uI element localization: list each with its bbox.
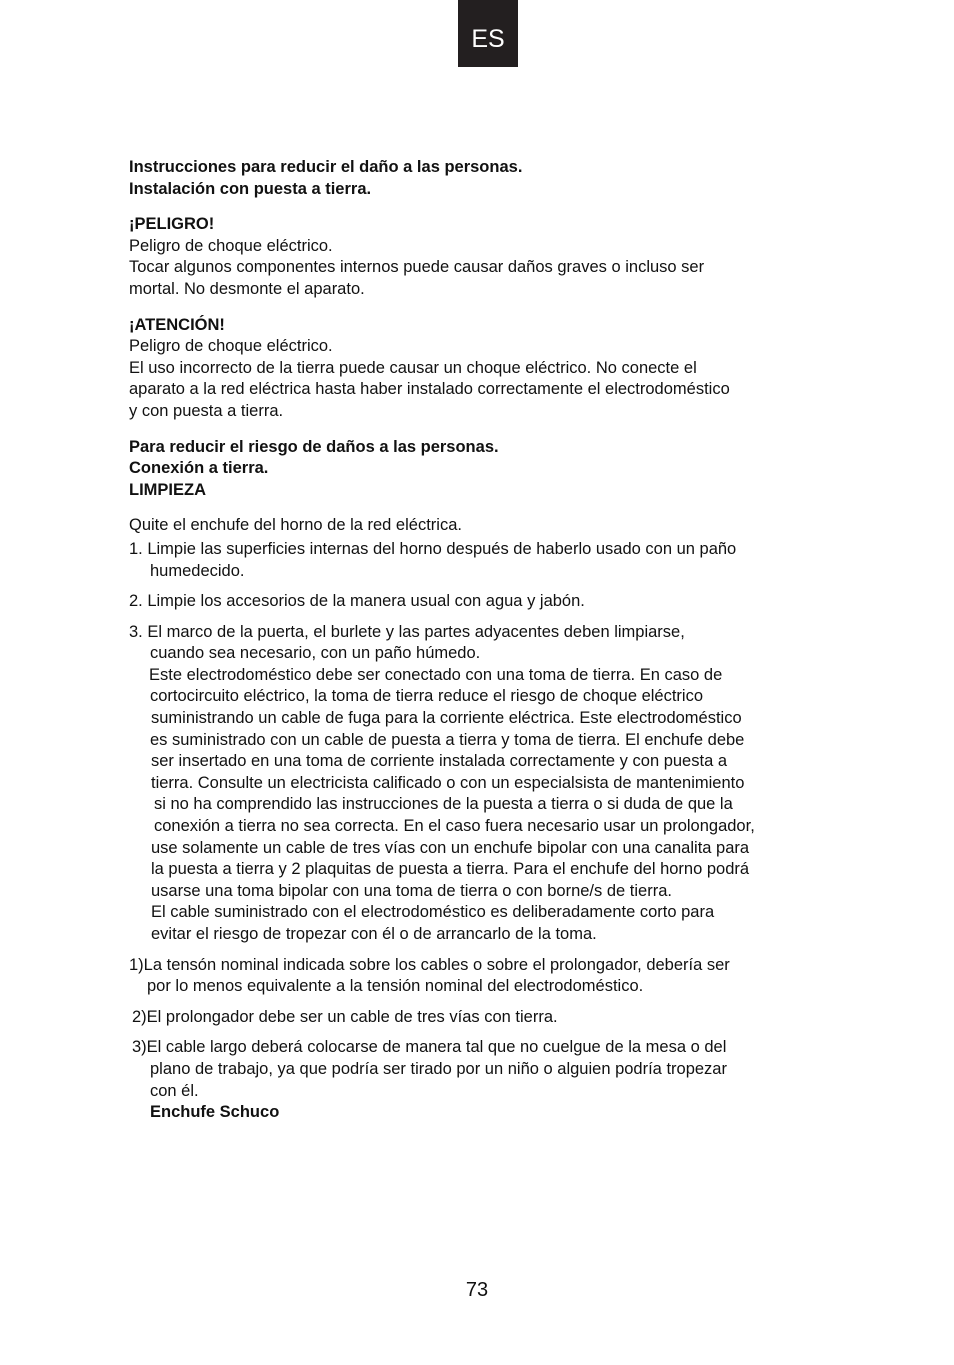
grounding-line: suministrando un cable de fuga para la corriente eléctrica. Este electrodoméstico [151,709,742,728]
step-line: cuando sea necesario, con un paño húmedo. [150,644,481,663]
danger-line: Peligro de choque eléctrico. [129,236,333,255]
grounding-line: ser insertado en una toma de corriente instalada correctamente y con puesta a [151,752,728,771]
attention-line: El uso incorrecto de la tierra puede causar un choque eléctrico. No conecte el [129,358,697,377]
step-line: 2. Limpie los accesorios de la manera usual con agua y jabón. [129,592,585,611]
note-item [129,1037,849,1123]
language-tab: ES [458,0,518,67]
grounding-line: la puesta a tierra y 2 plaquitas de puesta a tierra. Para el enchufe del horno podrá [151,860,750,879]
step-line: 1. Limpie las superficies internas del horno después de haberlo usado con un paño [129,539,737,558]
document-body [129,157,849,1124]
grounding-line: cortocircuito eléctrico, la toma de tierra reduce el riesgo de choque eléctrico [150,687,704,706]
note-item [129,955,849,998]
intro-line: Quite el enchufe del horno de la red eléctrica. [129,516,462,535]
grounding-line: conexión a tierra no sea correcta. En el caso fuera necesario usar un prolongador, [154,817,755,836]
grounding-paragraph [129,665,849,946]
note-line: por lo menos equivalente a la tensión nominal del electrodoméstico. [147,977,644,996]
note-item [129,1007,849,1029]
grounding-line: es suministrado con un cable de puesta a tierra y toma de tierra. El enchufe debe [150,730,745,749]
note-line: 1)La tensón nominal indicada sobre los cables o sobre el prolongador, debería ser [129,955,730,974]
attention-line: aparato a la red eléctrica hasta haber instalado correctamente el electrodoméstico [129,380,730,399]
cleaning-intro [129,515,849,537]
step-line: humedecido. [150,561,245,580]
grounding-line: El cable suministrado con el electrodoméstico es deliberadamente corto para [151,903,715,922]
heading-line: Instalación con puesta a tierra. [129,179,372,198]
danger-block [129,214,849,300]
grounding-line: Este electrodoméstico debe ser conectado con una toma de tierra. En caso de [149,665,723,684]
grounding-line: usarse una toma bipolar con una toma de tierra o con borne/s de tierra. [151,881,672,900]
danger-line: Tocar algunos componentes internos puede causar daños graves o incluso ser [129,258,705,277]
step-item [129,591,849,613]
attention-line: y con puesta a tierra. [129,401,284,420]
section-heading-grounding [129,157,849,200]
grounding-line: use solamente un cable de tres vías con un enchufe bipolar con una canalita para [151,838,750,857]
section-heading-cleaning [129,437,849,502]
plug-label: Enchufe Schuco [150,1103,280,1122]
step-item [129,539,849,582]
page-number: 73 [465,1279,489,1301]
attention-block [129,315,849,423]
grounding-line: si no ha comprendido las instrucciones de la puesta a tierra o si duda de que la [154,795,733,814]
danger-title: ¡PELIGRO! [129,215,215,234]
heading-line: Instrucciones para reducir el daño a las personas. [129,158,523,176]
heading-line: Para reducir el riesgo de daños a las personas. [129,437,499,456]
grounding-line: tierra. Consulte un electricista calificado o con un especialsista de mantenimiento [151,773,745,792]
grounding-line: evitar el riesgo de tropezar con él o de arrancarlo de la toma. [151,925,597,943]
attention-line: Peligro de choque eléctrico. [129,337,333,356]
note-line: plano de trabajo, ya que podría ser tirado por un niño o alguien podría tropezar [150,1059,727,1078]
note-line: con él. [150,1081,199,1100]
heading-line: LIMPIEZA [129,480,206,499]
note-line: 2)El prolongador debe ser un cable de tres vías con tierra. [132,1007,558,1026]
danger-line: mortal. No desmonte el aparato. [129,279,365,298]
step-line: 3. El marco de la puerta, el burlete y las partes adyacentes deben limpiarse, [129,622,685,641]
note-line: 3)El cable largo deberá colocarse de manera tal que no cuelgue de la mesa o del [132,1038,727,1057]
heading-line: Conexión a tierra. [129,459,269,478]
attention-title: ¡ATENCIÓN! [129,315,225,334]
step-item [129,622,849,665]
